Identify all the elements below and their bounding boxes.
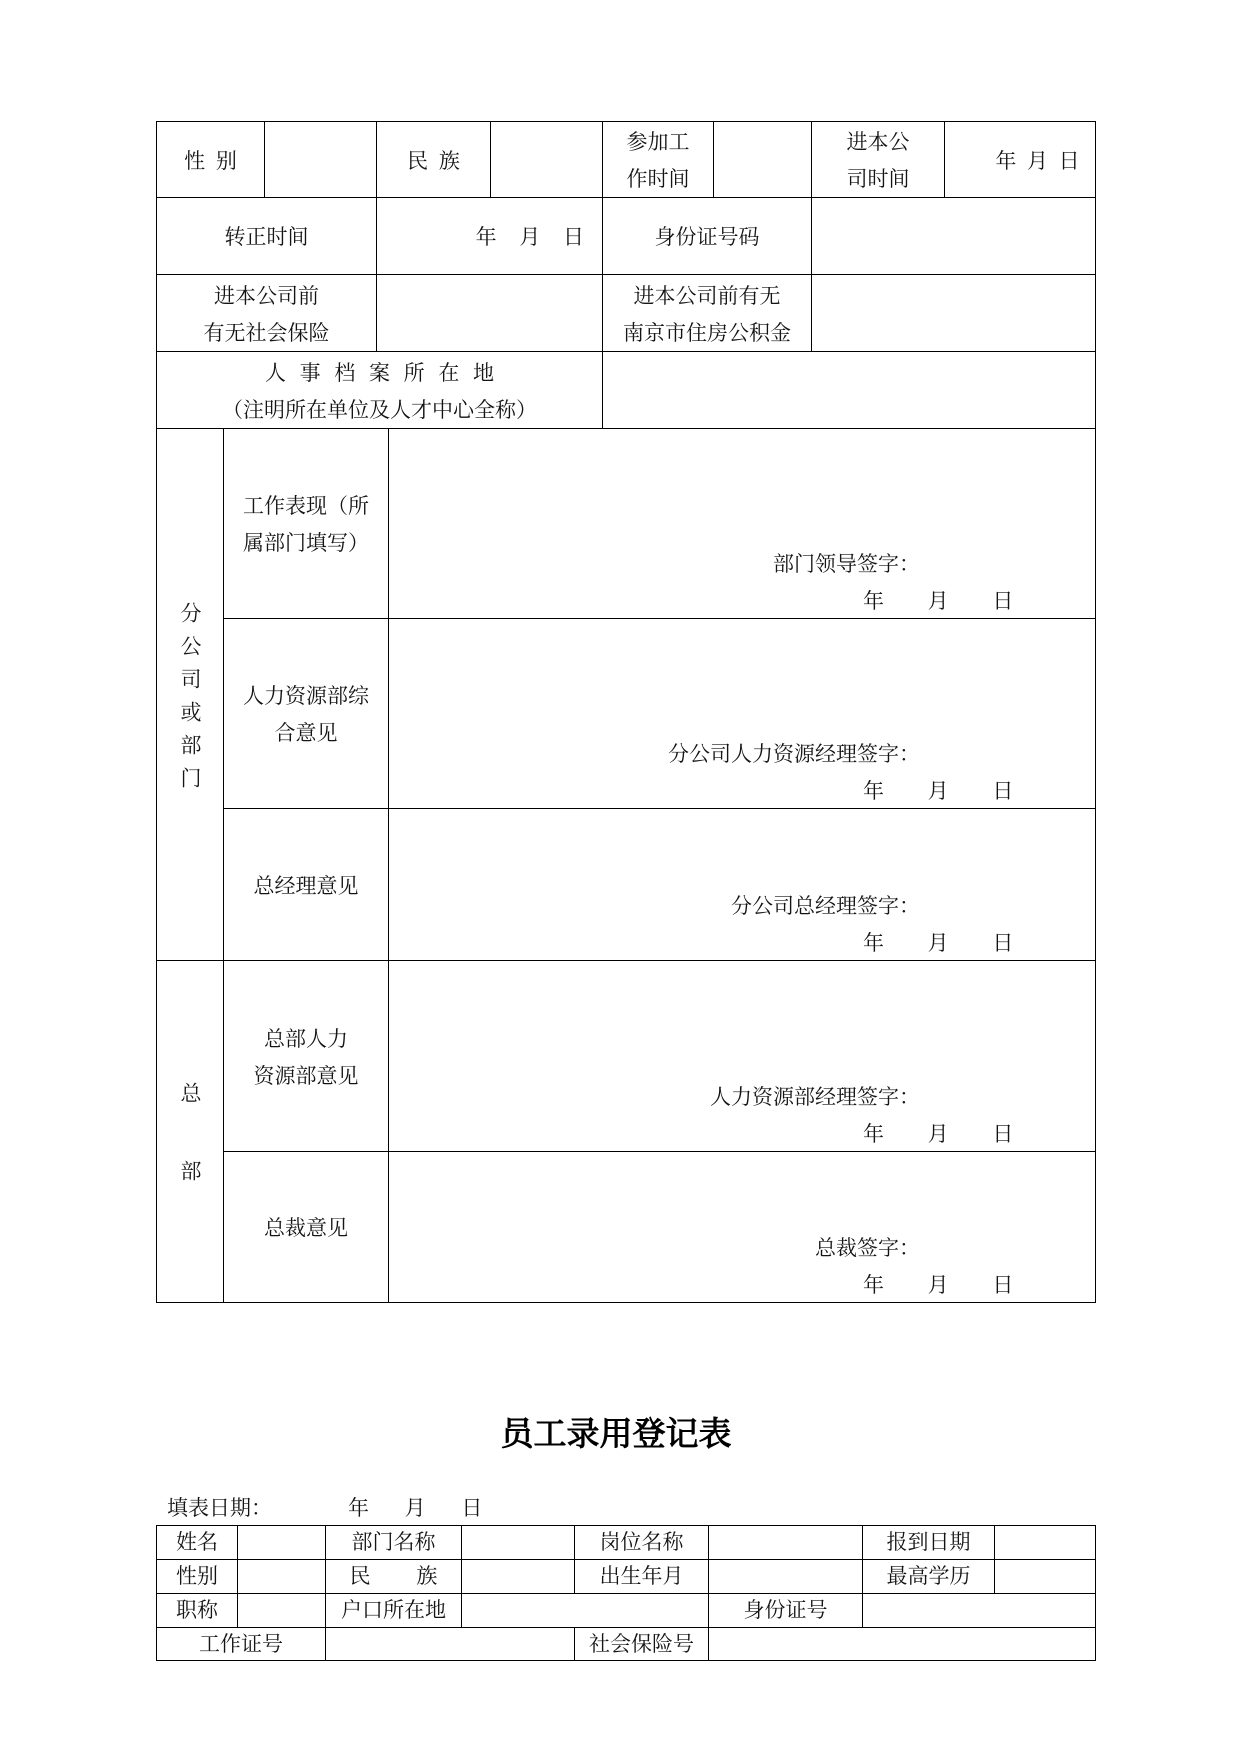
prior-social-insurance-value-cell[interactable] bbox=[376, 274, 603, 352]
headquarters-section-label-text: 总部 bbox=[178, 1082, 202, 1238]
president-signature-date: 年 月 日 bbox=[863, 1273, 1014, 1297]
join-company-date-label bbox=[811, 121, 945, 198]
report-date-value-cell[interactable] bbox=[994, 1525, 1096, 1560]
household-registration-label: 户口所在地 bbox=[325, 1593, 462, 1628]
join-company-date-value[interactable]: 年 月 日 bbox=[944, 121, 1096, 198]
work-start-date-value-cell[interactable] bbox=[713, 121, 812, 198]
president-opinion-label-line: 总裁意见 bbox=[264, 1216, 348, 1240]
household-registration-value-cell[interactable] bbox=[461, 1593, 709, 1628]
name-label: 姓名 bbox=[156, 1525, 238, 1560]
gender-label: 性别 bbox=[156, 1559, 238, 1594]
fill-date-value[interactable]: 年 月 日 bbox=[348, 1496, 483, 1520]
gender-label: 性 别 bbox=[156, 121, 265, 198]
work-start-date-label-line: 参加工 bbox=[626, 130, 690, 154]
id-number-value-cell[interactable] bbox=[862, 1593, 1096, 1628]
branch-hr-manager-signature-label: 分公司人力资源经理签字： bbox=[668, 742, 920, 766]
prior-housing-fund-value-cell[interactable] bbox=[811, 274, 1096, 352]
social-insurance-number-label: 社会保险号 bbox=[574, 1627, 709, 1661]
hr-department-opinion-label-line: 人力资源部综 bbox=[243, 684, 369, 708]
president-opinion-cell[interactable] bbox=[388, 1151, 1096, 1303]
work-performance-opinion-cell[interactable] bbox=[388, 428, 1096, 619]
prior-social-insurance-label-line: 有无社会保险 bbox=[203, 320, 330, 345]
ethnicity-label: 民 族 bbox=[376, 121, 491, 198]
name-value-cell[interactable] bbox=[237, 1525, 326, 1560]
prior-social-insurance-label bbox=[156, 274, 377, 352]
branch-general-manager-signature-date: 年 月 日 bbox=[863, 931, 1014, 955]
id-number-label: 身份证号码 bbox=[602, 197, 812, 275]
department-value-cell[interactable] bbox=[461, 1525, 575, 1560]
prior-social-insurance-label-line: 进本公司前 bbox=[214, 283, 319, 308]
hq-hr-opinion-label-line: 资源部意见 bbox=[253, 1063, 359, 1088]
prior-housing-fund-label bbox=[602, 274, 812, 352]
fill-date-label: 填表日期： bbox=[167, 1496, 272, 1520]
work-performance-label bbox=[223, 428, 389, 619]
prior-housing-fund-label-line: 南京市住房公积金 bbox=[623, 320, 791, 345]
general-manager-opinion-label bbox=[223, 808, 389, 961]
branch-general-manager-signature-label: 分公司总经理签字： bbox=[731, 894, 920, 918]
social-insurance-number-value-cell[interactable] bbox=[708, 1627, 1096, 1661]
ethnicity-value-cell[interactable] bbox=[490, 121, 603, 198]
general-manager-opinion-label-line: 总经理意见 bbox=[253, 873, 359, 898]
hr-department-opinion-label bbox=[223, 618, 389, 809]
position-value-cell[interactable] bbox=[708, 1525, 863, 1560]
branch-section-label bbox=[156, 428, 224, 961]
hr-department-opinion-cell[interactable] bbox=[388, 618, 1096, 809]
join-company-date-label-line: 司时间 bbox=[846, 167, 910, 191]
president-signature-label: 总裁签字： bbox=[815, 1236, 920, 1260]
work-start-date-label bbox=[602, 121, 714, 198]
department-leader-signature-date: 年 月 日 bbox=[863, 589, 1014, 613]
job-title-value-cell[interactable] bbox=[237, 1593, 326, 1628]
id-number-value-cell[interactable] bbox=[811, 197, 1096, 275]
work-start-date-label-line: 作时间 bbox=[626, 167, 690, 191]
hq-hr-opinion-label bbox=[223, 960, 389, 1152]
department-label: 部门名称 bbox=[325, 1525, 462, 1560]
branch-section-label-text: 分公司或部门 bbox=[178, 601, 202, 800]
regularization-date-label: 转正时间 bbox=[156, 197, 377, 275]
report-date-label: 报到日期 bbox=[862, 1525, 995, 1560]
hr-manager-signature-date: 年 月 日 bbox=[863, 1122, 1014, 1146]
id-number-label: 身份证号 bbox=[708, 1593, 863, 1628]
education-value-cell[interactable] bbox=[994, 1559, 1096, 1594]
personnel-file-location-label bbox=[156, 351, 603, 429]
job-title-label: 职称 bbox=[156, 1593, 238, 1628]
hq-hr-opinion-label-line: 总部人力 bbox=[264, 1026, 348, 1051]
regularization-date-value[interactable]: 年 月 日 bbox=[376, 197, 603, 275]
prior-housing-fund-label-line: 进本公司前有无 bbox=[633, 283, 781, 308]
work-performance-label-line: 属部门填写） bbox=[243, 531, 369, 555]
personnel-file-location-value-cell[interactable] bbox=[602, 351, 1096, 429]
ethnicity-value-cell[interactable] bbox=[461, 1559, 575, 1594]
birth-date-label: 出生年月 bbox=[574, 1559, 709, 1594]
headquarters-section-label bbox=[156, 960, 224, 1303]
hq-hr-opinion-cell[interactable] bbox=[388, 960, 1096, 1152]
department-leader-signature-label: 部门领导签字： bbox=[773, 552, 920, 576]
gender-value-cell[interactable] bbox=[264, 121, 377, 198]
work-performance-label-line: 工作表现（所 bbox=[243, 494, 369, 518]
education-label: 最高学历 bbox=[862, 1559, 995, 1594]
page-title: 员工录用登记表 bbox=[500, 1414, 732, 1453]
hr-department-opinion-label-line: 合意见 bbox=[274, 721, 338, 745]
president-opinion-label bbox=[223, 1151, 389, 1303]
hr-manager-signature-label: 人力资源部经理签字： bbox=[710, 1085, 920, 1109]
work-id-value-cell[interactable] bbox=[325, 1627, 575, 1661]
personnel-file-location-note: （注明所在单位及人才中心全称） bbox=[222, 397, 537, 422]
personnel-file-location-label-line: 人 事 档 案 所 在 地 bbox=[264, 360, 495, 385]
join-company-date-label-line: 进本公 bbox=[846, 130, 910, 154]
work-id-label: 工作证号 bbox=[156, 1627, 326, 1661]
ethnicity-label: 民 族 bbox=[325, 1559, 462, 1594]
gender-value-cell[interactable] bbox=[237, 1559, 326, 1594]
general-manager-opinion-cell[interactable] bbox=[388, 808, 1096, 961]
birth-date-value-cell[interactable] bbox=[708, 1559, 863, 1594]
branch-hr-manager-signature-date: 年 月 日 bbox=[863, 779, 1014, 803]
position-label: 岗位名称 bbox=[574, 1525, 709, 1560]
